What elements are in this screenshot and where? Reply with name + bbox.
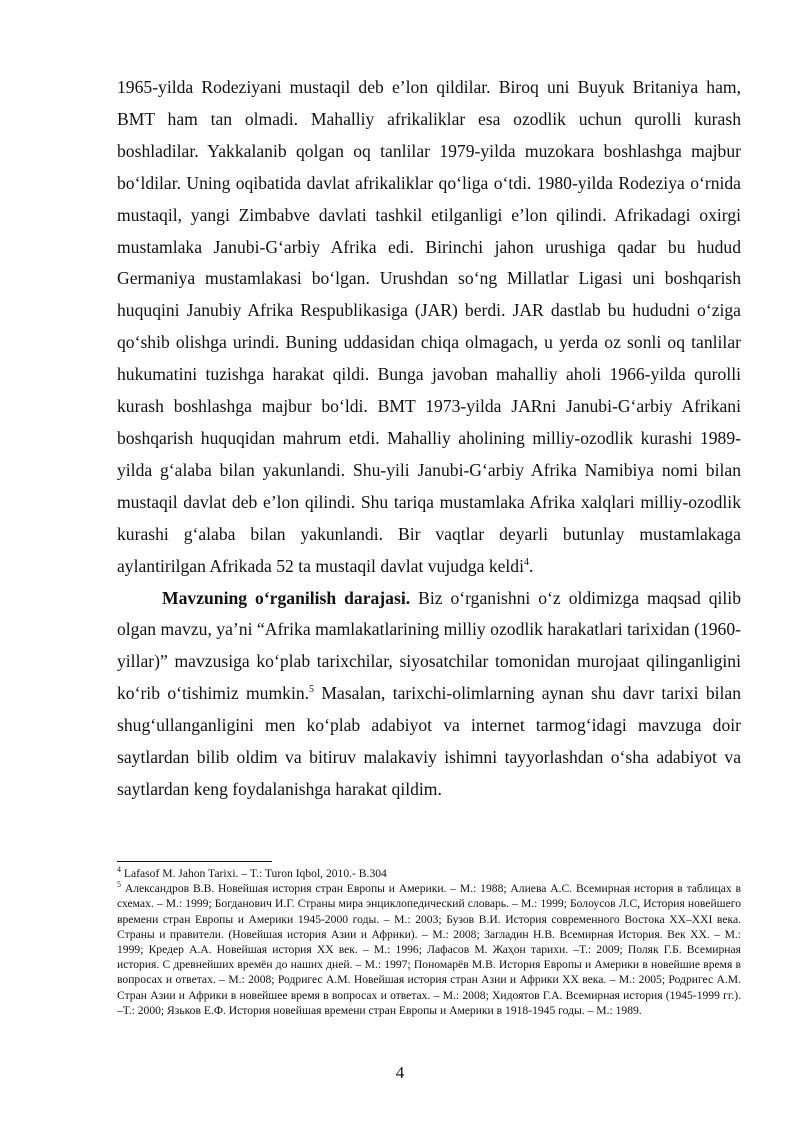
footnote-ref-5[interactable]: 5 [309,684,315,696]
paragraph-2-text-b: Masalan, tarixchi-olimlarning aynan shu davr tarixi bilan shug‘ullanganligini men ko‘plab adabiyot va internet tarmog‘idagi mavzuga doir saytlardan bilib oldim va bitiruv malakaviy ishimni tayyorlashdan o‘sha adabiyot va saytlardan keng foydalanishga harakat qildim. [117,683,742,799]
paragraph-2 [117,583,741,806]
footnote-ref-4[interactable]: 4 [524,556,529,568]
paragraph-1-text: 1965-yilda Rodeziyani mustaqil deb e’lon qildilar. Biroq uni Buyuk Britaniya ham, BMT ham tan olmadi. Mahalliy afrikaliklar esa ozodlik uchun qurolli kurash boshladilar. Yakkalanib qolgan oq tanlilar 1979-yilda muzokara boshlashga majbur bo‘ldilar. Uning oqibatida davlat afrikaliklar qo‘liga o‘tdi. 1980-yilda Rodeziya o‘rnida mustaqil, yangi Zimbabve davlati tashkil etilganligi e’lon qilindi. Afrikadagi oxirgi mustamlaka Janubi-G‘arbiy Afrika edi. Birinchi jahon urushiga qadar bu hudud Germaniya mustamlakasi bo‘lgan. Urushdan so‘ng Millatlar Ligasi uni boshqarish huquqini Janubiy Afrika Respublikasiga (JAR) berdi. JAR dastlab bu hududni o‘ziga qo‘shib olishga urindi. Buning uddasidan chiqa olmagach, u yerda oz sonli oq tanlilar hukumatini tuzishga harakat qildi. Bunga javoban mahalliy aholi 1966-yilda qurolli kurash boshlashga majbur bo‘ldi. BMT 1973-yilda JARni Janubi-G‘arbiy Afrikani boshqarish huquqidan mahrum etdi. Mahalliy aholining milliy-ozodlik kurashi 1989-yilda g‘alaba bilan yakunlandi. Shu-yili Janubi-G‘arbiy Afrika Namibiya nomi bilan mustaqil davlat deb e’lon qilindi. Shu tariqa mustamlaka Afrika xalqlari milliy-ozodlik kurashi g‘alaba bilan yakunlandi. Bir vaqtlar deyarli butunlay mustamlakaga aylantirilgan Afrikada 52 ta mustaqil davlat vujudga keldi [117,77,741,576]
footnote-separator [117,861,272,862]
footnote-4 [117,866,741,881]
paragraph-2-text-a: Biz o‘rganishni o‘z oldimizga maqsad qilib olgan mavzu, ya’ni “Afrika mamlakatlarining milliy ozodlik harakatlari tarixidan (1960-yillar)” mavzusiga ko‘plab tarixchilar, siyosatchilar tomonidan murojaat qilinganligini ko‘rib o‘tishimiz mumkin. [117,587,741,704]
footnotes [117,866,741,1018]
footnote-number: 4 [117,865,121,875]
footnote-text: Александров В.В. Новейшая история стран Европы и Америки. – М.: 1988; Алиева А.С. Всемирная история в таблицах в схемах. – М.: 1999; Богданович И.Г. Страны мира энциклопедический словарь. – М.: 1999; Болоусов Л.С, История новейшего времени стран Европы и Америки 1945-2000 годы. – М.: 2003; Бузов В.И. История современного Востока XX–XXI века. Страны и правители. (Новейшая история Азии и Африки). – М.: 2008; Загладин Н.В. Всемирная История. Век XX. – М.: 1999; Кредер А.А. Новейшая история XX век. – М.: 1996; Лафасов М. Жаҳон тарихи. –Т.: 2009; Поляк Г.Б. Всемирная история. С древнейших времён до наших дней. – М.: 1997; Пономарёв М.В. История Европы и Америки в новейшие время в вопросах и ответах. – М.: 2008; Родригес А.М. Новейшая история стран Азии и Африки XX века. – М.: 2005; Родригес А.М. Стран Азии и Африки в новейшее время в вопросах и ответах. – М.: 2008; Хидоятов Г.А. Всемирная история (1945-1999 гг.). –Т.: 2000; Язьков Е.Ф. История новейшая времени стран Европы и Америки в 1918-1945 годы. – М.: 1989. [117,882,741,1017]
footnote-text: Lafasof M. Jahon Tarixi. – T.: Turon Iqbol, 2010.- B.304 [121,867,387,880]
page-number: 4 [395,1063,405,1082]
paragraph-1-end: . [529,555,534,576]
body-text [117,72,741,806]
section-heading: Mavzuning o‘rganilish darajasi. [162,587,411,608]
footnote-number: 5 [117,880,121,890]
paragraph-1 [117,72,741,583]
footnote-5 [117,881,741,1018]
